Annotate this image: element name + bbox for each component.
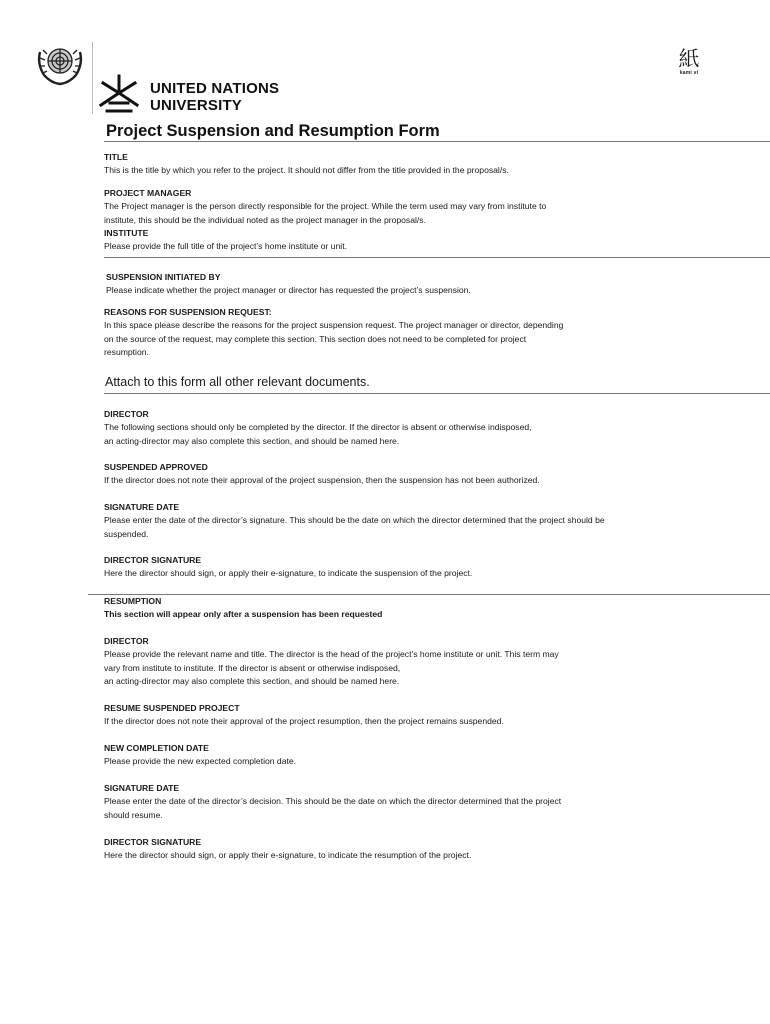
section-text: Please provide the full title of the project’s home institute or unit.	[104, 241, 347, 252]
section-heading: DIRECTOR	[104, 636, 149, 646]
section-signature-date-resume	[104, 782, 714, 822]
section-heading: SUSPENDED APPROVED	[104, 462, 208, 472]
section-director-resume	[104, 635, 714, 689]
section-text: an acting-director may also complete this section, and should be named here.	[104, 676, 400, 687]
section-text: Here the director should sign, or apply their e-signature, to indicate the resumption of the project.	[104, 850, 472, 861]
section-heading: SIGNATURE DATE	[104, 783, 180, 793]
section-heading: TITLE	[104, 152, 128, 162]
kami-logo	[672, 48, 706, 76]
section-suspended-approved	[104, 461, 714, 488]
kami-caption: kami vi	[679, 70, 699, 76]
divider	[104, 393, 770, 394]
un-emblem-logo	[34, 38, 86, 88]
section-text: vary from institute to institute. If the director is absent or otherwise indisposed,	[104, 662, 401, 673]
section-reasons	[104, 306, 677, 360]
section-note: This section will appear only after a suspension has been requested	[104, 609, 383, 620]
section-title	[104, 151, 714, 178]
section-heading: SUSPENSION INITIATED BY	[106, 272, 221, 282]
unu-wordmark	[150, 80, 279, 114]
section-project-manager	[104, 187, 714, 227]
section-text: suspended.	[104, 528, 149, 539]
section-heading: DIRECTOR SIGNATURE	[104, 555, 202, 565]
section-heading: DIRECTOR	[104, 409, 149, 419]
attach-note: Attach to this form all other relevant documents.	[105, 375, 370, 389]
section-text: should resume.	[104, 809, 163, 820]
section-director	[104, 408, 714, 448]
section-institute	[104, 227, 714, 254]
section-heading: DIRECTOR SIGNATURE	[104, 837, 202, 847]
section-heading: INSTITUTE	[104, 228, 149, 238]
section-text: Please provide the new expected completion date.	[104, 756, 297, 767]
kami-glyph: 紙	[678, 47, 700, 71]
unu-wordmark-line2: UNIVERSITY	[150, 97, 243, 114]
section-text: resumption.	[104, 347, 149, 358]
section-heading: PROJECT MANAGER	[104, 188, 192, 198]
section-text: Please enter the date of the director’s decision. This should be the date on which the director determined that the project	[104, 796, 562, 807]
section-resumption	[104, 595, 714, 622]
section-text: Here the director should sign, or apply their e-signature, to indicate the suspension of the project.	[104, 568, 473, 579]
divider	[104, 257, 770, 258]
section-heading: RESUMPTION	[104, 596, 162, 606]
section-heading: NEW COMPLETION DATE	[104, 743, 209, 753]
logo-divider	[92, 42, 93, 114]
section-text: on the source of the request, may complete this section. This section does not need to be completed for project	[104, 333, 527, 344]
section-suspension-initiated-by	[106, 271, 716, 298]
section-signature-date	[104, 501, 744, 541]
section-new-completion-date	[104, 742, 714, 769]
section-director-signature	[104, 554, 714, 581]
section-heading: SIGNATURE DATE	[104, 502, 180, 512]
form-title: Project Suspension and Resumption Form	[106, 122, 440, 140]
section-heading: RESUME SUSPENDED PROJECT	[104, 703, 240, 713]
section-text: Please enter the date of the director’s signature. This should be the date on which the director determined that the project should be	[104, 515, 605, 526]
section-text: an acting-director may also complete this section, and should be named here.	[104, 435, 400, 446]
section-text: The following sections should only be completed by the director. If the director is absent or otherwise indisposed,	[104, 422, 532, 433]
section-text: Please indicate whether the project manager or director has requested the project’s suspension.	[106, 285, 471, 296]
section-resume-suspended-project	[104, 702, 714, 729]
section-text: If the director does not note their approval of the project resumption, then the project remains suspended.	[104, 716, 504, 727]
section-heading: REASONS FOR SUSPENSION REQUEST:	[104, 307, 272, 317]
title-rule	[104, 141, 770, 142]
section-text: Please provide the relevant name and title. The director is the head of the project’s home institute or unit. This term may	[104, 649, 559, 660]
unu-wordmark-line1: UNITED NATIONS	[150, 80, 280, 97]
section-text: The Project manager is the person directly responsible for the project. While the term used may vary from institute to	[104, 201, 547, 212]
section-text: institute, this should be the individual noted as the project manager in the proposal/s.	[104, 214, 426, 225]
section-text: If the director does not note their approval of the project suspension, then the suspension has not been authorized.	[104, 475, 540, 486]
section-director-signature-resume	[104, 836, 714, 863]
unu-logo-mark	[97, 73, 141, 115]
section-text: This is the title by which you refer to the project. It should not differ from the title provided in the proposal/s.	[104, 165, 509, 176]
section-text: In this space please describe the reasons for the project suspension request. The project manager or director, depending	[104, 320, 564, 331]
